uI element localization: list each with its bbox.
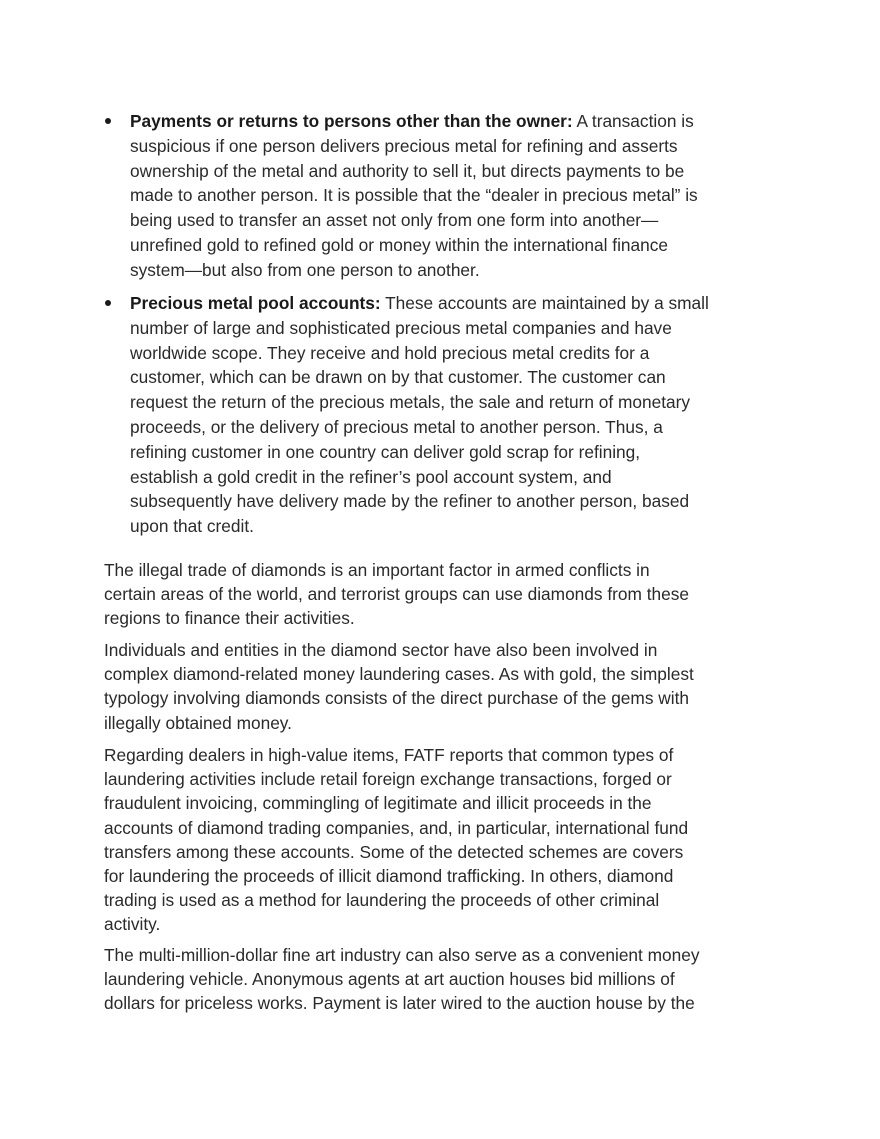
text-line: activity. bbox=[104, 914, 161, 935]
paragraph-diamond-laundering bbox=[104, 638, 764, 735]
paragraph-fatf-high-value bbox=[104, 743, 764, 937]
text-line: request the return of the precious metals, the sale and return of monetary bbox=[130, 392, 691, 413]
text-line: transfers among these accounts. Some of the detected schemes are covers bbox=[104, 841, 684, 862]
text-line: proceeds, or the delivery of precious metal to another person. Thus, a bbox=[130, 416, 663, 437]
text-line: laundering activities include retail foreign exchange transactions, forged or bbox=[104, 769, 672, 790]
bullet-icon bbox=[105, 118, 111, 124]
text-line: being used to transfer an asset not only from one form into another— bbox=[130, 210, 659, 231]
text-line: trading is used as a method for laundering the proceeds of other criminal bbox=[104, 890, 660, 911]
text-line: accounts of diamond trading companies, and, in particular, international fund bbox=[104, 817, 689, 838]
bullet-item-pool-accounts: Precious metal pool accounts: These accounts are maintained by a small number of large and sophisticated precious metal companies and have worldwide scope. They receive and hold precious metal credits for a customer, which can be drawn on by that customer. The customer can request the return of the precious metals, the sale and return of monetary proceeds, or the delivery of precious metal to another person. Thus, a refining customer in one country can deliver gold scrap for refining, establish a gold credit in the refiner’s pool account system, and subsequently have delivery made by the refiner to another person, based upon that credit. bbox=[130, 291, 790, 539]
text-line: upon that credit. bbox=[130, 516, 254, 537]
text-line: system—but also from one person to another. bbox=[130, 259, 480, 280]
text-line: illegally obtained money. bbox=[104, 712, 292, 733]
text-line: worldwide scope. They receive and hold precious metal credits for a bbox=[130, 342, 650, 363]
bullet-lead: Precious metal pool accounts: bbox=[130, 293, 381, 313]
text-line: fraudulent invoicing, commingling of legitimate and illicit proceeds in the bbox=[104, 793, 652, 814]
text-line: ownership of the metal and authority to sell it, but directs payments to be bbox=[130, 160, 685, 181]
bullet-icon bbox=[105, 300, 111, 306]
text-line: regions to finance their activities. bbox=[104, 608, 355, 629]
text-line: made to another person. It is possible that the “dealer in precious metal” is bbox=[130, 185, 698, 206]
text-line: establish a gold credit in the refiner’s pool account system, and bbox=[130, 466, 612, 487]
paragraph-fine-art bbox=[104, 943, 764, 1016]
text-line: unrefined gold to refined gold or money within the international finance bbox=[130, 234, 668, 255]
text-line: suspicious if one person delivers precious metal for refining and asserts bbox=[130, 135, 678, 156]
text-line: dollars for priceless works. Payment is later wired to the auction house by the bbox=[104, 993, 695, 1014]
text-line: number of large and sophisticated precious metal companies and have bbox=[130, 317, 672, 338]
text-line: refining customer in one country can deliver gold scrap for refining, bbox=[130, 441, 641, 462]
text-line: complex diamond-related money laundering cases. As with gold, the simplest bbox=[104, 664, 694, 685]
text-line: certain areas of the world, and terrorist groups can use diamonds from these bbox=[104, 584, 689, 605]
text-line: The multi-million-dollar fine art industry can also serve as a convenient money bbox=[104, 945, 700, 965]
text-line: customer, which can be drawn on by that customer. The customer can bbox=[130, 367, 666, 388]
bullet-item-payments-to-others: Payments or returns to persons other than the owner: A transaction is suspicious if one person delivers precious metal for refining and asserts ownership of the metal and authority to sell it, but directs payments to be made to another person. It is possible that the “dealer in precious metal” is being used to transfer an asset not only from one form into another— unrefined gold to refined gold or money within the international finance system—but also from one person to another. bbox=[130, 109, 790, 283]
text-line: laundering vehicle. Anonymous agents at art auction houses bid millions of bbox=[104, 969, 675, 990]
text-line: for laundering the proceeds of illicit diamond trafficking. In others, diamond bbox=[104, 866, 674, 887]
bullet-lead: Payments or returns to persons other than the owner: bbox=[130, 111, 573, 131]
paragraph-diamond-conflicts bbox=[104, 558, 764, 631]
text-line: typology involving diamonds consists of the direct purchase of the gems with bbox=[104, 688, 689, 709]
text-line: subsequently have delivery made by the refiner to another person, based bbox=[130, 491, 690, 512]
text-line: Regarding dealers in high-value items, FATF reports that common types of bbox=[104, 745, 674, 765]
text-line: The illegal trade of diamonds is an important factor in armed conflicts in bbox=[104, 560, 650, 580]
text-line: Individuals and entities in the diamond sector have also been involved in bbox=[104, 640, 658, 660]
